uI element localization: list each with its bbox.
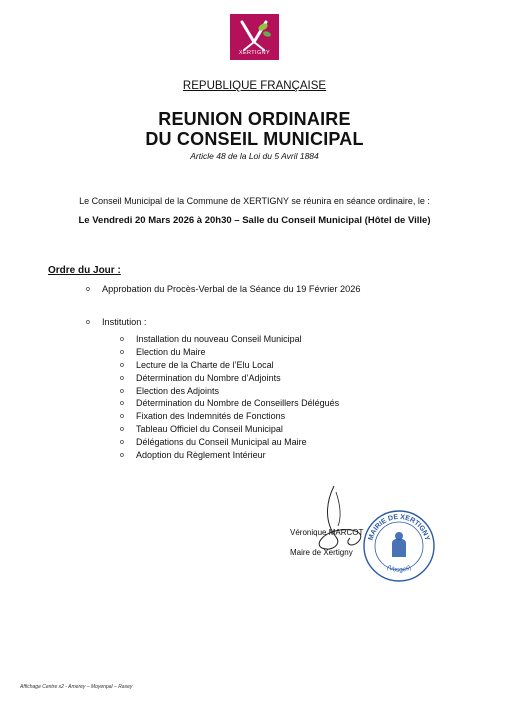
agenda-item (86, 284, 360, 294)
bullet-icon: o (86, 319, 90, 326)
signatory-name: Véronique MARCOT (290, 528, 364, 537)
bullet-icon: o (120, 413, 124, 421)
bullet-icon: o (120, 452, 124, 460)
signatory-role: Maire de Xertigny (290, 548, 353, 557)
bullet-icon: o (86, 286, 90, 293)
sub-list-item (120, 372, 339, 385)
sub-item-label: Election des Adjoints (136, 385, 220, 396)
sub-list-item (120, 410, 339, 423)
sub-list-item (120, 346, 339, 359)
legal-reference: Article 48 de la Loi du 5 Avril 1884 (190, 151, 319, 161)
sub-list-item (120, 436, 339, 449)
sub-item-label: Fixation des Indemnités de Fonctions (136, 411, 286, 422)
sub-item-label: Adoption du Règlement Intérieur (136, 450, 266, 461)
sub-item-label: Détermination du Nombre d’Adjoints (136, 372, 281, 383)
logo-text: XERTIGNY (238, 50, 271, 56)
sub-list-item (120, 385, 339, 398)
svg-text:(Vosges) (386, 564, 413, 574)
document-title-line1: REUNION ORDINAIRE (158, 109, 351, 129)
agenda-item (86, 317, 146, 327)
sub-list-item (120, 449, 339, 462)
sub-item-label: Tableau Officiel du Conseil Municipal (136, 424, 283, 435)
agenda-item-label: Approbation du Procès-Verbal de la Séance du 19 Février 2026 (102, 284, 361, 294)
sub-item-label: Election du Maire (136, 346, 206, 357)
meeting-date-location: Le Vendredi 20 Mars 2026 à 20h30 – Salle du Conseil Municipal (Hôtel de Ville) (78, 215, 431, 226)
agenda-item-label: Institution : (102, 317, 147, 327)
institution-sub-list (120, 333, 339, 462)
xertigny-logo (230, 14, 279, 60)
agenda-heading: Ordre du Jour : (48, 265, 121, 276)
document-title-line2: DU CONSEIL MUNICIPAL (145, 129, 364, 149)
bullet-icon: o (120, 361, 124, 369)
sub-item-label: Lecture de la Charte de l’Elu Local (136, 359, 274, 370)
bullet-icon: o (120, 387, 124, 395)
sub-item-label: Installation du nouveau Conseil Municipal (136, 334, 302, 344)
sub-list-item (120, 423, 339, 436)
stamp-text-top: MAIRIE DE XERTIGNY (367, 513, 431, 542)
bullet-icon: o (120, 439, 124, 447)
republique-heading: REPUBLIQUE FRANÇAISE (182, 80, 327, 92)
sub-list-item (120, 333, 339, 346)
sub-list-item (120, 359, 339, 372)
bullet-icon: o (120, 400, 124, 408)
bullet-icon: o (120, 336, 124, 343)
stamp-text-bottom: (Vosges) (385, 564, 413, 574)
mairie-stamp-icon (362, 509, 436, 583)
bullet-icon: o (120, 348, 124, 356)
convocation-intro: Le Conseil Municipal de la Commune de XERTIGNY se réunira en séance ordinaire, le : (79, 196, 430, 206)
sub-item-label: Délégations du Conseil Municipal au Maire (136, 437, 307, 448)
sub-list-item (120, 397, 339, 410)
bullet-icon: o (120, 374, 124, 382)
bullet-icon: o (120, 426, 124, 434)
posting-locations-footer: Affichage Centre x2 - Amerey – Moyenpal – Rasey (20, 684, 133, 690)
sub-item-label: Détermination du Nombre de Conseillers Délégués (136, 398, 340, 409)
